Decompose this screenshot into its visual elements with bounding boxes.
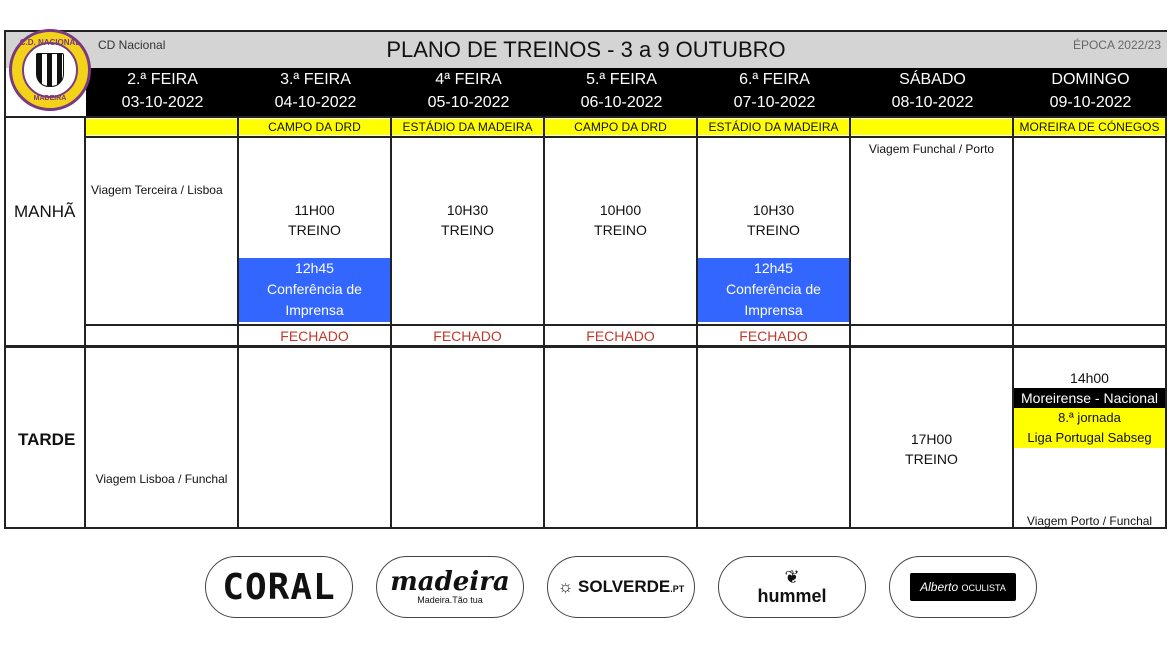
training-label: TREINO — [441, 222, 494, 238]
sponsor-madeira — [376, 556, 524, 618]
venue-wed: ESTÁDIO DA MADEIRA — [392, 119, 543, 135]
venue-mon — [86, 119, 237, 135]
coral-logo: CORAL — [222, 566, 336, 608]
day-header — [86, 68, 1167, 116]
day-header-thu — [545, 68, 698, 116]
travel-note: Viagem Funchal / Porto — [868, 142, 995, 156]
day-date: 06-10-2022 — [580, 94, 663, 111]
press-time: 12h45 — [295, 260, 334, 276]
press-conference-tue — [239, 258, 390, 322]
match-competition — [1014, 408, 1165, 448]
closed-label: FECHADO — [433, 328, 502, 344]
day-date: 03-10-2022 — [121, 94, 204, 111]
training-time: 11H00 — [294, 202, 335, 218]
training-sat — [851, 429, 1012, 469]
match-teams: Moreirense - Nacional — [1014, 388, 1165, 408]
press-label: Conferência de — [726, 281, 821, 297]
solverde-suffix: .PT — [670, 584, 685, 594]
day-name: 2.ª FEIRA — [127, 71, 198, 88]
logo-inner-circle — [22, 42, 78, 98]
grid-line — [6, 345, 1167, 348]
sun-icon: ☼ — [557, 577, 579, 596]
club-logo — [9, 29, 91, 111]
sponsor-solverde — [547, 556, 695, 618]
grid-line — [390, 116, 392, 529]
travel-note: Viagem Lisboa / Funchal — [95, 472, 228, 486]
training-tue — [239, 200, 390, 240]
page-title: PLANO DE TREINOS - 3 a 9 OUTUBRO — [386, 37, 786, 62]
closed-label: FECHADO — [280, 328, 349, 344]
hummel-logo: hummel — [757, 585, 827, 606]
press-conference-fri — [698, 258, 849, 322]
training-label: TREINO — [905, 451, 958, 467]
training-time: 10H00 — [599, 202, 642, 218]
grid-line — [86, 324, 1167, 326]
training-time: 10H30 — [752, 202, 795, 218]
venue-sun: MOREIRA DE CÓNEGOS — [1014, 119, 1165, 135]
venue-tue: CAMPO DA DRD — [239, 119, 390, 135]
bee-icon: ❦ — [784, 566, 800, 587]
logo-bottom-text: MADEIRA — [33, 95, 67, 102]
madeira-logo: madeira — [390, 567, 510, 597]
alberto-name: Alberto — [920, 580, 959, 594]
training-label: TREINO — [288, 222, 341, 238]
travel-note: Viagem Terceira / Lisboa — [91, 183, 223, 197]
day-name: 3.ª FEIRA — [280, 71, 351, 88]
closed-label: FECHADO — [739, 328, 808, 344]
day-name: 5.ª FEIRA — [586, 71, 657, 88]
day-date: 08-10-2022 — [891, 94, 974, 111]
day-date: 09-10-2022 — [1049, 94, 1132, 111]
period-afternoon: TARDE — [18, 430, 76, 449]
press-time: 12h45 — [754, 260, 793, 276]
grid-line — [84, 116, 86, 529]
period-morning: MANHÃ — [14, 202, 76, 221]
day-header-sat — [851, 68, 1014, 116]
match-time: 14h00 — [1070, 370, 1109, 386]
training-label: TREINO — [594, 222, 647, 238]
alberto-logo — [910, 573, 1016, 601]
day-name: 6.ª FEIRA — [739, 71, 810, 88]
training-wed — [392, 200, 543, 240]
training-time: 10H30 — [446, 202, 489, 218]
grid-line — [1012, 116, 1014, 529]
venue-sat — [851, 119, 1012, 135]
season-label: ÉPOCA 2022/23 — [1072, 38, 1161, 52]
solverde-name: SOLVERDE — [578, 577, 671, 596]
press-label: Imprensa — [285, 302, 344, 318]
day-name: 4ª FEIRA — [435, 71, 502, 88]
sponsor-alberto — [889, 556, 1037, 618]
logo-top-text: C.D. NACIONAL — [19, 38, 81, 47]
venue-thu: CAMPO DA DRD — [545, 119, 696, 135]
day-header-fri — [698, 68, 851, 116]
day-header-sun — [1014, 68, 1167, 116]
grid-line — [6, 116, 1167, 118]
press-label: Imprensa — [744, 302, 803, 318]
grid-line — [86, 136, 1167, 138]
closed-label: FECHADO — [586, 328, 655, 344]
travel-note: Viagem Porto / Funchal — [1026, 514, 1153, 528]
day-header-mon — [86, 68, 239, 116]
club-name: CD Nacional — [98, 38, 166, 52]
sponsor-hummel — [718, 556, 866, 618]
day-date: 05-10-2022 — [427, 94, 510, 111]
training-time: 17H00 — [910, 431, 953, 447]
solverde-logo — [558, 577, 685, 597]
grid-line — [543, 116, 545, 529]
striped-shield-icon — [36, 53, 64, 87]
day-date: 07-10-2022 — [733, 94, 816, 111]
venue-fri: ESTÁDIO DA MADEIRA — [698, 119, 849, 135]
day-header-wed — [392, 68, 545, 116]
press-label: Conferência de — [267, 281, 362, 297]
day-name: SÁBADO — [899, 71, 966, 88]
alberto-suffix: OCULISTA — [961, 583, 1006, 593]
madeira-tagline: Madeira.Tão tua — [417, 595, 483, 605]
grid-line — [696, 116, 698, 529]
match-league: Liga Portugal Sabseg — [1027, 430, 1152, 445]
training-thu — [545, 200, 696, 240]
day-header-tue — [239, 68, 392, 116]
training-label: TREINO — [747, 222, 800, 238]
training-fri — [698, 200, 849, 240]
grid-line — [237, 116, 239, 529]
schedule-board — [4, 30, 1167, 529]
match-round: 8.ª jornada — [1058, 410, 1121, 425]
day-name: DOMINGO — [1051, 71, 1130, 88]
sponsor-coral — [205, 556, 353, 618]
day-date: 04-10-2022 — [274, 94, 357, 111]
